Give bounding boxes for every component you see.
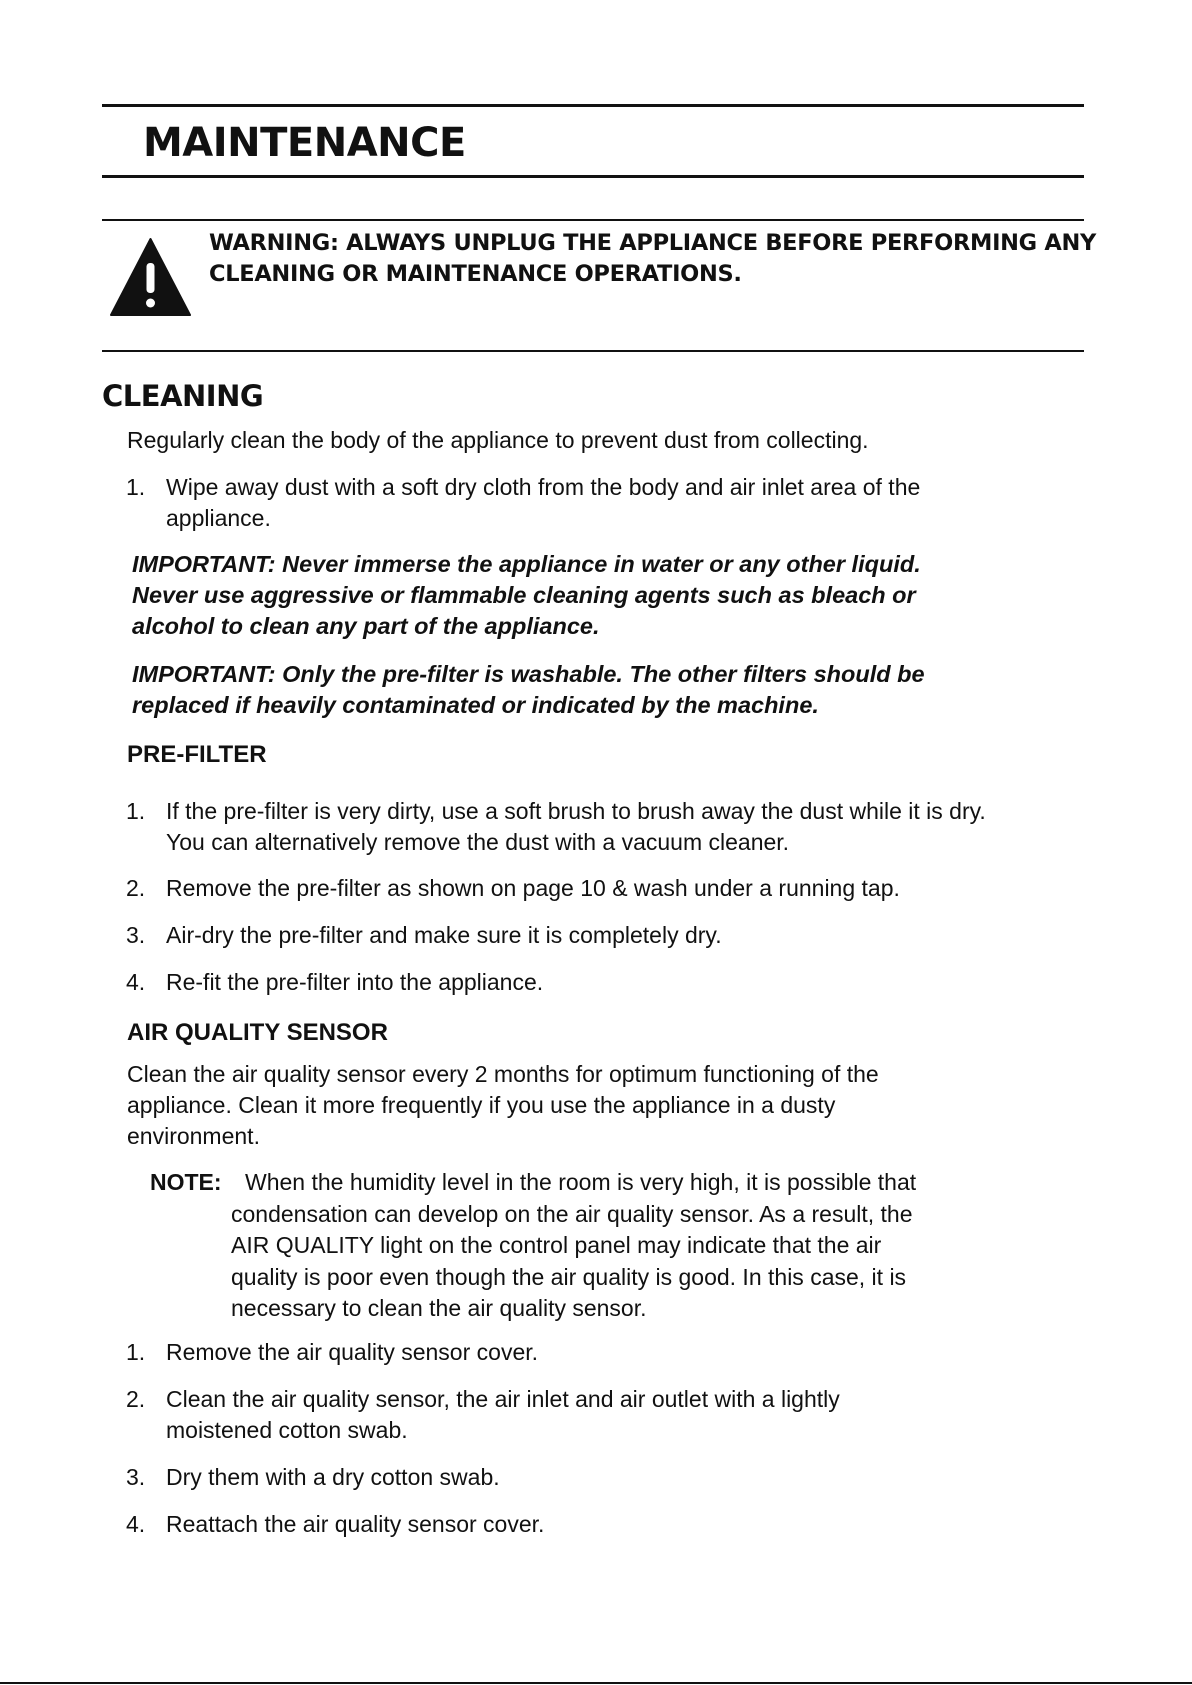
page-title: MAINTENANCE: [143, 120, 466, 166]
intro-line: Clean the air quality sensor every 2 months for optimum functioning of the: [127, 1061, 879, 1087]
step-text: [166, 1337, 1192, 1368]
step-line: If the pre-filter is very dirty, use a soft brush to brush away the dust while it is dry.: [166, 798, 986, 824]
warning-line: WARNING: ALWAYS UNPLUG THE APPLIANCE BEFORE PERFORMING ANY: [209, 230, 1097, 256]
intro-line: appliance. Clean it more frequently if you use the appliance in a dusty: [127, 1092, 836, 1118]
air-quality-intro: [127, 1059, 879, 1152]
step-text: [166, 1509, 1192, 1540]
step-text: [166, 472, 1192, 534]
warning-triangle-icon: [109, 237, 192, 317]
step-number: 1.: [126, 798, 146, 824]
step-line: Dry them with a dry cotton swab.: [166, 1464, 500, 1490]
step-text: [166, 920, 1192, 951]
note-text: [231, 1199, 913, 1325]
note-first-line: When the humidity level in the room is very high, it is possible that: [245, 1169, 917, 1195]
page-bottom-rule: [0, 1682, 1192, 1684]
step-line: Re-fit the pre-filter into the appliance.: [166, 969, 544, 995]
step-text: [166, 967, 1192, 998]
important-line: replaced if heavily contaminated or indicated by the machine.: [132, 692, 819, 718]
important-notice: [132, 549, 921, 642]
important-line: IMPORTANT: Only the pre-filter is washable. The other filters should be: [132, 661, 925, 687]
step-text: [166, 1462, 1192, 1493]
note-line: condensation can develop on the air quality sensor. As a result, the: [231, 1200, 913, 1227]
step-number: 4.: [126, 1511, 146, 1537]
step-line: Clean the air quality sensor, the air inlet and air outlet with a lightly: [166, 1386, 840, 1412]
step-text: [166, 796, 1192, 858]
step-line: Wipe away dust with a soft dry cloth from the body and air inlet area of the: [166, 474, 921, 500]
step-line: Remove the pre-filter as shown on page 10 & wash under a running tap.: [166, 875, 900, 901]
note-line: quality is poor even though the air quality is good. In this case, it is: [231, 1263, 907, 1290]
warning-bottom-rule: [102, 350, 1084, 352]
important-line: IMPORTANT: Never immerse the appliance in water or any other liquid.: [132, 551, 921, 577]
section-title-air-quality-sensor: AIR QUALITY SENSOR: [127, 1019, 388, 1046]
header-bottom-rule: [102, 175, 1084, 178]
step-line: You can alternatively remove the dust with a vacuum cleaner.: [166, 829, 790, 855]
step-number: 1.: [126, 1339, 146, 1365]
step-number: 1.: [126, 474, 146, 500]
step-line: appliance.: [166, 505, 271, 531]
step-line: Reattach the air quality sensor cover.: [166, 1511, 545, 1537]
step-text: [166, 1384, 1192, 1446]
note-line: AIR QUALITY light on the control panel may indicate that the air: [231, 1232, 882, 1258]
important-line: alcohol to clean any part of the appliance.: [132, 613, 600, 639]
important-line: Never use aggressive or flammable cleaning agents such as bleach or: [132, 582, 916, 608]
warning-text: [209, 228, 1109, 290]
section-title-cleaning: CLEANING: [102, 379, 264, 413]
warning-top-rule: [102, 219, 1084, 221]
header-top-rule: [102, 104, 1084, 107]
step-number: 2.: [126, 875, 146, 901]
step-number: 3.: [126, 922, 146, 948]
warning-line: CLEANING OR MAINTENANCE OPERATIONS.: [209, 261, 742, 287]
step-line: Remove the air quality sensor cover.: [166, 1339, 539, 1365]
note-line: necessary to clean the air quality sensor.: [231, 1295, 647, 1321]
section-title-pre-filter: PRE-FILTER: [127, 741, 267, 768]
step-number: 2.: [126, 1386, 146, 1412]
step-number: 4.: [126, 969, 146, 995]
intro-line: environment.: [127, 1123, 260, 1149]
step-text: [166, 873, 1192, 904]
important-notice: [132, 659, 925, 721]
step-line: moistened cotton swab.: [166, 1417, 408, 1443]
step-number: 3.: [126, 1464, 146, 1490]
cleaning-intro: Regularly clean the body of the appliance to prevent dust from collecting.: [127, 427, 869, 453]
step-line: Air-dry the pre-filter and make sure it is completely dry.: [166, 922, 722, 948]
note-label: NOTE:: [150, 1169, 222, 1195]
